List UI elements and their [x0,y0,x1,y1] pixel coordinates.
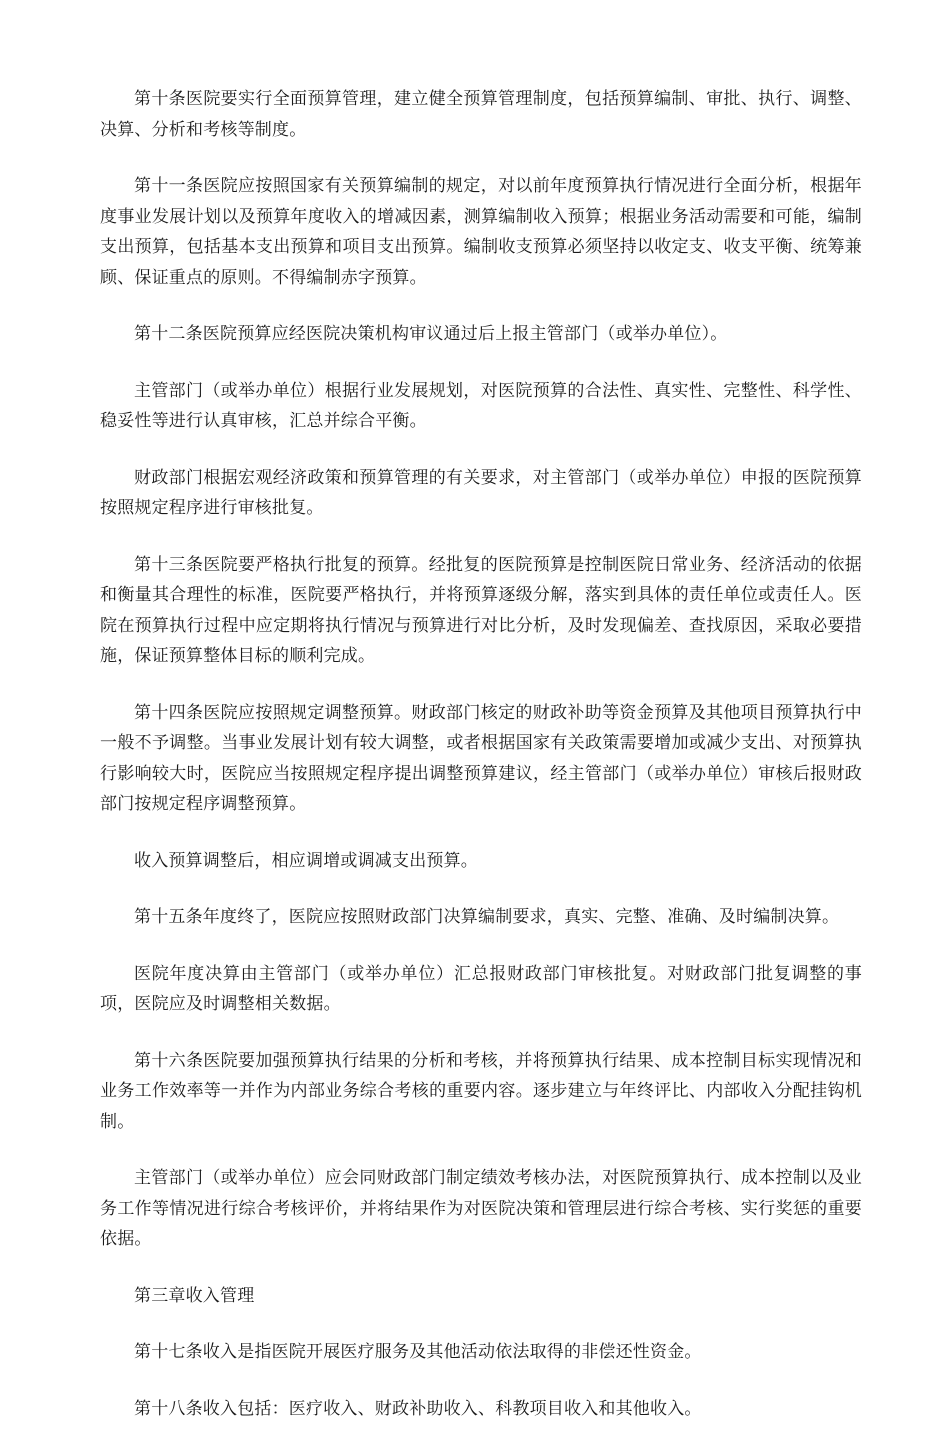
article-10-paragraph: 第十条医院要实行全面预算管理，建立健全预算管理制度，包括预算编制、审批、执行、调整、决算、分析和考核等制度。 [100,89,862,140]
article-12-paragraph: 第十二条医院预算应经医院决策机构审议通过后上报主管部门（或举办单位）。 [134,324,728,344]
article-17-paragraph: 第十七条收入是指医院开展医疗服务及其他活动依法取得的非偿还性资金。 [134,1342,702,1362]
article-13-paragraph: 第十三条医院要严格执行批复的预算。经批复的医院预算是控制医院日常业务、经济活动的依据和衡量其合理性的标准，医院要严格执行，并将预算逐级分解，落实到具体的责任单位或责任人。医院在预算执行过程中应定期将执行情况与预算进行对比分析，及时发现偏差、查找原因，采取必要措施，保证预算整体目标的顺利完成。 [100,554,862,666]
article-11-paragraph: 第十一条医院应按照国家有关预算编制的规定，对以前年度预算执行情况进行全面分析，根据年度事业发展计划以及预算年度收入的增减因素，测算编制收入预算；根据业务活动需要和可能，编制支出预算，包括基本支出预算和项目支出预算。编制收支预算必须坚持以收定支、收支平衡、统筹兼顾、保证重点的原则。不得编制赤字预算。 [100,176,862,288]
document-body [100,84,862,1450]
article-18-paragraph: 第十八条收入包括：医疗收入、财政补助收入、科教项目收入和其他收入。 [134,1398,702,1419]
income-budget-adjustment-paragraph: 收入预算调整后，相应调增或调减支出预算。 [134,850,478,871]
article-14-paragraph: 第十四条医院应按照规定调整预算。财政部门核定的财政补助等资金预算及其他项目预算执行中一般不予调整。当事业发展计划有较大调整，或者根据国家有关政策需要增加或减少支出、对预算执行影响较大时，医院应当按照规定程序提出调整预算建议，经主管部门（或举办单位）审核后报财政部门按规定程序调整预算。 [100,702,862,814]
chapter-3-heading: 第三章收入管理 [134,1285,255,1306]
annual-final-accounts-paragraph: 医院年度决算由主管部门（或举办单位）汇总报财政部门审核批复。对财政部门批复调整的事项，医院应及时调整相关数据。 [100,963,862,1014]
article-16-paragraph: 第十六条医院要加强预算执行结果的分析和考核，并将预算执行结果、成本控制目标实现情况和业务工作效率等一并作为内部业务综合考核的重要内容。逐步建立与年终评比、内部收入分配挂钩机制。 [100,1050,862,1132]
performance-assessment-paragraph: 主管部门（或举办单位）应会同财政部门制定绩效考核办法，对医院预算执行、成本控制以及业务工作等情况进行综合考核评价，并将结果作为对医院决策和管理层进行综合考核、实行奖惩的重要依据。 [100,1168,862,1249]
article-15-paragraph: 第十五条年度终了，医院应按照财政部门决算编制要求，真实、完整、准确、及时编制决算。 [134,907,840,927]
finance-approval-paragraph: 财政部门根据宏观经济政策和预算管理的有关要求，对主管部门（或举办单位）申报的医院预算按照规定程序进行审核批复。 [100,467,862,518]
supervisor-review-paragraph: 主管部门（或举办单位）根据行业发展规划，对医院预算的合法性、真实性、完整性、科学性、稳妥性等进行认真审核，汇总并综合平衡。 [100,380,862,431]
